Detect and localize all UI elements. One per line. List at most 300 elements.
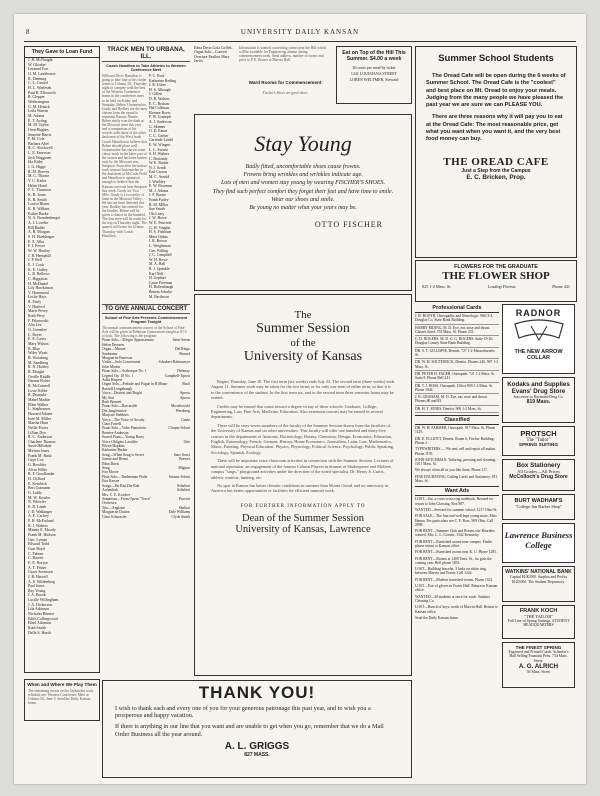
program-piece: Songs—Du Bist Die Ruh [102,483,140,488]
protsch-title: PROTSCH [520,429,557,438]
watkins-ad [502,566,575,602]
program-composer: Spross [180,395,190,400]
donor-name: J. R. McNaught [28,58,53,62]
donor-name: Ruth Smith [28,626,46,631]
donor-name: H. L. Warlesek [28,85,52,90]
summer-paragraph: There will be sixty-seven members of the faculty of the Summer Session drawn from the faculties of the University of Kansas and six other universities. This faculty will offer one hundred and thirty-five courses in the departments of Anatomy, Bacteriology, Botany, Chemistry, Design, Economics, Education, English, Entomology, French, German, History, Home Economics, Journalism, Latin, Law, Mathematics, Music, Painting, Physical Education, Physics, Physiology, Political Science, Psychology, Public Speaking, Sociology, Spanish, Zoology. [211,422,395,455]
donor-name: W. E. Barber [149,161,169,166]
program-composer: Campbell-Tipton [164,373,190,378]
want-ads-title: Want Ads [415,486,499,496]
donor-name: R. Dismuke [28,393,47,398]
donor-name: Esther Burke [28,211,49,216]
program-piece: Organ Solo—Prelude and Fugue in B Minor [102,382,168,387]
program-composer: Bach [182,382,190,387]
donor-name: J. A. Dickerson [28,602,52,607]
donor-name: E. R. Lamb [28,505,46,509]
donor-name: K. E. Gulley [28,267,48,272]
donor-name: J. D. Walkinger [28,509,53,514]
eat-line: 26 cents per meal by ticket [352,65,396,70]
program-composer: Sans Souci [173,452,190,457]
donor-name: M. Bertleson [149,294,169,299]
program-piece: Organ—Minuet [102,347,126,352]
program-piece: Helen Dearsen [102,342,124,347]
oread-cafe-ad [415,46,577,258]
track-names [149,74,190,302]
program-piece: Song [102,466,110,471]
donor-name: Edward Todd [28,542,49,547]
program-composer: Puccini [178,496,190,501]
donor-name: Bert Gutmann [28,486,51,491]
program-piece: Voice—Dearest and Bright [102,391,142,396]
donor-name: O. M. Lautthouse [28,71,56,76]
donor-name: Ione M. Miller [28,416,52,421]
evans-ad [502,377,575,423]
donor-name: D. R. Walters [149,96,170,101]
program-piece: Marguerite Emerson [102,355,133,360]
concert-title: TO GIVE ANNUAL CONCERT [102,304,190,314]
want-ad: FOR RENT—Summer Club and Rooms site Boarders wanted. Mrs. L. L. Gorsett, 1342 Kentucky. [415,529,495,538]
program-composer: Schubert [176,488,190,493]
cafe-name: THE OREAD CAFE [443,155,549,168]
donor-name: J. R. Hemphill [28,253,51,258]
donor-name: M. J. Adams [149,188,169,193]
mccolloch-ad [502,459,575,491]
watkins-sub: Capital $100,000. Surplus and Profits $120,000. The Student Depository. [509,575,568,584]
watkins-title: WATKINS' NATIONAL BANK [505,569,572,575]
summer-session-ad [194,294,412,676]
donor-name: M. A. Hall [149,262,166,267]
cafe-owner: E. C. Bricken, Prop. [466,173,526,181]
donor-name: R. McConnell [28,383,51,388]
donor-name: E. E. Norton [28,560,48,565]
program-piece: Etta Karsoe [102,479,120,484]
donor-name: P. M. Cole [28,137,45,142]
ward-title: Ward Rooms for Commencement [248,80,322,85]
alrich-ad [502,642,575,688]
wadham-name: BURT WADHAM'S [514,498,563,504]
stay-young-ad [194,114,412,291]
donor-name: R. Clepper [28,95,45,100]
program-composer: Gaule [181,417,190,422]
loan-fund-names [25,58,99,635]
program-composer: Clyde Smith [171,514,190,519]
want-ad: LOST—Sat. a cross-cross ring notebook. Reward for return to John Glossing, Box 807. [415,497,494,506]
program-piece: Jonnie and Benni [102,457,128,462]
professional-card: DR. W. H. SOUTHWICK, Dentist. Phones 246. 907 1-2 Mass. St. [415,359,499,371]
donor-name: Ola Leary [149,211,165,216]
cafe-sub: Just a Step from the Campus [461,167,531,174]
page-number: 8 [26,28,31,36]
griggs-address: 827 MASS. [244,751,270,758]
want-ad: Send the Daily Kansan home. [415,615,459,620]
track-column [102,46,190,678]
donor-name: Louise Blaser [28,202,50,207]
donor-name: Lillian Dye [28,430,46,435]
donor-name: R. C. Anderson [28,435,52,440]
program-piece: Piano Solo—Allegro Appassionato [102,338,154,343]
donor-name: Jack Waggoner [28,155,52,160]
donor-name: Della S. Hursh [28,630,52,635]
donor-name: Susie Hillsdale [28,444,52,449]
summer-further: FOR FURTHER INFORMATION APPLY TO [240,503,366,509]
program-composer: Moszkowski [171,404,190,409]
alrich-address: 94 Mass. Street [526,670,551,675]
donor-name: C. C. Gerber [149,133,169,138]
donor-name: R. M. Reeves [28,169,50,174]
organ-solo-text: Edna Davis Gola Coffelt. Organ Solo—Concert Overture Faulkes Mary Jarvis [194,46,233,64]
donor-name: Beneta Schultz [149,289,172,294]
middle-top-left [194,46,236,106]
donor-name: R. M. Miller [149,202,169,207]
donor-name: Martha Hunt [28,421,48,426]
donor-name: W. H. Rowe [149,257,168,262]
program-piece: Marjorie Stebbins [102,413,129,418]
donor-name: N. Wheeler [28,500,46,505]
donor-name: E. T. Acting [28,118,47,123]
donor-name: V. Harford [28,304,45,309]
program-composer: Shelton [178,505,190,510]
stay-young-line: Frowns bring wrinkles and wrinkles indicate age. [243,172,363,179]
program-piece: John Martin [102,364,120,369]
masthead-rule [24,41,576,42]
donor-name: Karl Nelt [149,271,164,276]
professional-card: HARRY RIDING, M. D. Eye, ear, nose and throat. Glasses fitted. 733 Mass. St. Phone 231. [415,325,499,337]
donor-name: Howard Adams [28,411,53,416]
donor-name: F. I. Power [28,244,45,249]
donor-name: Wiley Wyatt [28,351,48,356]
finest-title: THE FINEST SPRING [515,645,562,650]
program-piece: Adda Herpert [102,377,123,382]
newspaper-page [14,14,586,784]
donor-name: K. R. Wilkins [28,207,50,211]
summer-paragraph: No spot in Kansas has better climatic conditions in summer than Mount Oread, and no university in America has better opportunities or facilities for efficient summer work. [211,482,389,494]
donor-name: M. M. Taylor [28,123,49,128]
donor-name: E. C. Brokaw [149,101,170,106]
stay-young-title: Stay Young [254,131,352,156]
donor-name: S. H. Hoehlinger [28,234,55,239]
thank-you-ad [102,680,412,778]
donor-name: O. Greenlee [28,328,47,333]
concert-program [102,338,190,519]
donor-name: Grace Freeman [149,280,173,285]
donor-name: J. F. Boone [149,193,166,198]
donor-name: Frank M. Rush [28,453,52,458]
donor-name: L. L. Swartz [149,147,168,152]
want-ad: FOR RENT—Modern furnished rooms. Phone 1021. [415,577,494,582]
donor-name: A. S. Wildenberg [28,579,55,584]
donor-name: R. Ebright [28,369,45,374]
summer-body [211,379,395,494]
donor-name: Leonard Fort [28,67,49,72]
donor-name: Mabel Markle [28,397,51,402]
evans-title: Evans' Drug Store [511,388,566,395]
right-ads-column [502,304,575,776]
donor-name: I. R. Brown [149,239,167,244]
donor-name: W. E. Pencival [149,221,172,225]
program-piece: Piano Solo—Arabesque No. 1 [102,369,147,374]
classified-item: TYPEWRITERS — We rent, sell and repair all makes. Phone 1195. [415,447,496,456]
donor-name: Ellen Walker [28,402,49,407]
donor-name: B. J. Walters [28,523,48,528]
donor-name: N. J. Arndt [149,165,166,170]
program-composer: Schubert-Rahmoeyer [158,360,190,365]
program-piece: Piano Solo—Barcarolle [102,404,138,409]
summer-paragraph: Credits may be earned that count toward a degree in any of these schools: Graduate, College, Engineering, Law, Fine Arts, Medicine, Education. Also extension courses may be earned in several departments. [211,403,383,420]
program-piece: Aufenthalt [102,488,118,493]
donor-name: Helen Hand [28,183,47,188]
donor-name: Frank Farley [149,198,169,203]
donor-name: J. G. Higgs [28,165,46,170]
fischer-signature: OTTO FISCHER [314,220,383,230]
donor-name: E. W. Bowman [149,184,172,189]
collar-illustration [509,318,569,344]
donor-name: M. Adams [28,113,45,118]
donor-name: M. C. Thorne [28,174,50,179]
professional-card: C. D. ROGERS, M. D. G. G. ROGERS. Suite 19-20, Douglas County State Bank Building. [415,336,499,348]
donor-name: A. E. Carlsey [28,514,49,519]
summer-dean2: University of Kansas, Lawrence [235,523,371,535]
donor-name: Edith Collingwood [28,616,58,621]
program-composer: Dale Williams [168,510,190,515]
program-composer: Saint-Saens [172,338,190,343]
donor-name: F. C. Thomson [28,188,51,193]
donor-name: M. W. Kessler [28,495,51,500]
donor-name: B. F. Goodlander [28,472,55,477]
program-piece: Russell Longabaugh [102,386,133,391]
donor-name: F. W. Graneph [149,115,171,120]
where-title: When and Where We Play Them [27,682,97,687]
summer-paragraph: There will be important extra-classroom activities in connection with the Summer Session. Lectures of national reputation, an engagement of the famous Coburn Players in dramas of Shakespeare and Moliere, campus "sings," playground activities under the direction of the noted specialist, Dr. Henry S. Curtis, athletic contests, hunting, etc. [211,458,394,480]
koch-line: Full Line of Spring Suitings. STUDENT HEADQUARTERS [507,619,570,628]
donor-name: W. Gloaker [28,62,46,67]
business-college-name: Lawrence Business College [504,530,573,550]
donor-name: L. E. Emerson [28,151,51,156]
donor-name: Gaye Cox [28,458,44,463]
classified-item: FINE ENGRAVING, Calling Cards and Stationery. 811 Mass. St. [415,474,498,484]
donor-name: Paul B. Ellsworth [28,90,56,95]
donor-name: E. W. Wingert [149,142,171,147]
donor-name: Grace Sorensen [28,570,53,575]
donor-name: Earl Carson [149,170,168,175]
donor-name: Ruth Perry [28,314,45,319]
concert-intro: The annual commencement concert of the School of Fine Arts will be given in Robinson Gymnasium tonight at 8:15 o'clock. The following is the program: [102,326,187,339]
donor-name: V. Hammond [28,290,49,295]
wadham-ad [502,494,575,520]
donor-name: G. Liddy [28,491,43,496]
donor-name: Sue Smith [149,207,165,212]
koch-sub: "THE TAILOR" [524,614,553,619]
cafe-paragraph: The Oread Cafe will be open during the 6 weeks of Summer School. The Oread Cafe is the "coolest" and best place on Mt. Oread to enjoy your meals. Judging from the many people we have pleased the past year we are sure we can PLEASE YOU. [426,73,566,109]
program-composer: Strauss-Schutt [168,474,190,479]
program-piece: Ivia Moore [102,470,119,475]
classified-item: DR. E. ELLIOTT, Dentist. Room 6, Fischer Building. Phone 2. [415,436,495,445]
donor-name: R. N. Hartley [28,365,49,370]
summer-univ: University of Kansas [243,349,363,364]
donor-name: A. J. Anderson [149,119,172,124]
where-text: The remaining events on the Jayhawker track schedule are: Western Conference Meet at Urbana, Ill., June 5. Send the Daily Kansan home. [28,689,94,706]
track-body: William Oliver Hamilton is going to take four of his cinder artists to Urbana, Ill., Thursday night to compete with the best of the Western Conference teams in the conference meet to be held on Friday and Saturday. Bebee, Grutzmacher, Grady and Rodkey are the men chosen from the squad to represent Kansas. Bernie Bebee easily won the dash at the Missouri meet this year and a comparison of his records with those of the other dash men of the West leads Coach Hamilton to believe that Bebee should place well. Grutzmacher has shown some classy work in the latter part of the season and has been beaten only by the Missouri star, Simpson. Soon after the indoor track season Grutzmacher in the dual meet at McCook Field and Hamilton is optimistic enough to believe that the Kansan can even beat Simpson this week. Grady for Two Mile. Grady is a two miler of fame in the Missouri Valley. He has not been defeated this year. Rodkey has entered for the hurdles. Bebee will be given a chance in the hundred. The four men will be ready for the trip on Thursday night. The quartet will leave for Urbana Thursday with Coach Hamilton. [102,74,147,238]
donor-name: K. Denning [28,76,47,81]
professional-card: J. R. BOOTH, Osteopathic and Neurologic. Bell 3-4, Douglas Co. State Bank Building. [415,313,499,325]
donor-name: J. W. Howe [149,216,167,221]
summer-title: Summer Session [256,321,350,336]
program-piece: Voice Obligato Lavallee [102,439,138,444]
donor-name: Alvin Hiller [28,467,47,472]
donor-name: M. Sandberg [28,360,49,365]
finest-sub: Engraved and Printed Cards. Schaefer's Hall Selling Fountain Pens. 734 Mass. Street. [508,650,569,663]
program-piece: Violin—Solo Concertante [102,360,141,365]
protsch-sub: The "Tailor" [526,438,551,443]
flowers-phone: Phone 441 [552,284,570,289]
classified-title: Classified [415,415,499,425]
donor-name: J. A. Brook [28,593,46,598]
donor-name: Lila Atkinson [28,607,50,612]
donor-name: H. Gephart [149,276,166,281]
donor-name: C. Higgason [28,276,48,281]
donor-name: Barbara Abel [28,141,49,146]
donor-name: L. Royer [28,332,42,337]
evans-sub: Successor to Raymond Drug Co. [513,395,564,399]
eat-title: Eat on Top of the Hill This Summer. $4.00 a week [342,50,406,62]
donor-name: B. Blue [28,346,40,351]
professional-card: DR. H. T. JONES, Dentist. 900 1-2 Mass. St. [415,406,499,413]
summer-dean: Dean of the Summer Session [242,512,364,524]
stay-young-line: Wear our shoes and smile. [271,196,335,203]
program-piece: Voice—The Voice of Arcady [102,417,145,422]
donor-name: O. D. Eaton [149,129,168,134]
donor-name: J. C. Campbell [149,253,172,258]
donor-name: H. S. Fishburn [149,230,172,235]
professional-card: J. R. GRAHAM, M. D. Eye, ear, nose and throat. Phones 80 and 83. [415,394,499,406]
donor-name: Mina Ojibas [149,234,168,239]
flowers-leading: Leading Florists [487,284,516,289]
program-piece: Piano Solo—Valse Pianoforte [102,426,147,431]
summer-the: The [294,309,312,321]
program-piece: Legend Op. 10 No. 1 [102,373,134,378]
donor-name: A. T. Fisher [28,565,47,570]
donor-name: H. S. Albaugh [149,87,171,92]
track-title: TRACK MEN TO URBANA, ILL. [102,46,190,62]
flowers-title: FLOWERS FOR THE GRADUATE [454,264,538,270]
college-inn: "College Inn Barber Shop" [514,504,563,509]
donor-name: C. Palmer [28,551,44,556]
donor-name: K. R. Smith [28,197,47,202]
donor-name: Frank M. Hodson [28,532,56,537]
radnor-title: RADNOR [515,308,562,318]
thank-you-body1: I wish to thank each and every one of you for your generous patronage this past year, and to wish you a prosperous and happy vacation. [115,705,371,720]
program-composer: Mignon [178,466,190,471]
donor-name: Orville Riddle [28,374,51,379]
donor-name: Eleanor Byers [149,110,171,115]
professional-card: DR. PETER H. FAGER, Osteopath. 721 1-2 Mass. St. Suite 8. Phone Bell 241. [415,371,499,383]
donor-name: Nellie Porter [28,425,48,430]
summer-of: of the [290,337,316,349]
donor-name: Lowe Keller [28,388,48,393]
donor-name: Marie Pevey [28,309,48,314]
donor-name: R. C. Stockwell [28,146,53,151]
program-composer: Schubert [176,483,190,488]
program-composer: Brewer [179,457,190,462]
donor-name: R. Pusly [28,300,42,305]
track-subtitle: Coach Hamilton to Take Athletes to Western Conference Meet [106,64,186,72]
want-ad: LOST—Building bracelet, 3 links on white ring, between Marvin and Fraser. Call 1224. [415,567,487,576]
classified-item: JOHN KETCHMAN, Tailoring, pressing and cleaning. 1011 Mass. St. [415,457,497,467]
donor-name: Nicholas Bitener [28,612,55,617]
program-piece: Clara Fowell [102,422,122,426]
donor-name: H. McDaniel [28,281,49,286]
program-piece: Song—When Song is Sweet [102,452,144,457]
program-composer: Chopin-Schutt [168,426,190,431]
donor-name: Ethel Atkinson [28,621,52,626]
want-ad: FOR RENT—Furnished rooms near K. U. Phone 1285. [415,550,497,555]
donor-name: H. Hollenbaugh [149,285,174,290]
program-composer: Wernberg [175,408,190,413]
mccolloch-name: McColloch's Drug Store [509,474,568,480]
donor-name: Alta Lee [28,323,42,328]
donor-name: Wetherington [28,99,50,104]
donor-name: Katherine Reding [149,78,176,83]
evans-address: 819 Mass. [526,399,551,405]
donor-name: Mary Wilson [28,342,49,347]
donor-name: V. C. Kisler [28,179,47,184]
donor-name: E. E. Alba [28,239,44,244]
want-ad: FOR SALE—The fine and well kept young mare, Miss Hanna. For particulars see C. F. Ross, 909 Ohio. Call 2099. [415,514,497,527]
business-college-ad [502,523,575,563]
donor-name: Gust Boyd [28,546,45,551]
donor-name: S. H. Walters [149,152,170,157]
donor-name: Oren Hughes [28,127,49,132]
classified-item: DR. W. H. FARMER, Osteopath. 917 Mass. St. Phone 1129. [415,426,496,435]
donor-name: Leila Warren [28,109,49,114]
professional-card: DR. T. J. BOSS, Osteopath. Office 809 1-2 Mass. St. Phone 1044. [415,383,499,395]
donor-name: N. A. Brandenberger [28,216,61,221]
program-composer: Spross [180,391,190,396]
flower-shop-ad [415,260,577,302]
donor-name: D. Clifford [28,477,46,482]
program-item [102,515,190,519]
program-piece: Edna Davis [102,461,120,466]
donor-name: G. Skinner [149,124,166,129]
stay-young-line: They find such perfect comfort they forget their feet and have time to smile. [212,188,394,195]
summer-paragraph: Begins Thursday, June 10. The first term (six weeks) ends July 22. The second term (three weeks) ends August 11. Summer work may be taken for the two terms or for only one term of either term, so that it is to the convenience of the student. In the first term six, and in the second term three semester hours may be earned. [211,379,395,401]
program-piece: Clara Schuessler [102,514,127,519]
donor-name: Minnie E. Moody [28,528,56,533]
stay-young-line: Lots of men and women stay young by wearing FISCHER'S SHOES. [220,180,386,187]
donor-name: A. R. Morgan [28,230,50,235]
donor-name: E. E. Casey [28,337,47,342]
program-piece: Katharine Barber [102,448,128,453]
koch-name: FRANK KOCH [519,608,558,614]
program-piece: Sunbeams [102,351,118,356]
donor-name: Ida Kirby [28,160,44,165]
radnor-sub: THE NEW ARROW COLLAR [514,349,563,362]
want-ad-items [415,496,499,621]
donor-name: Lily Hawkinson [28,286,54,291]
donor-name: M. C. Arnold [149,175,170,180]
donor-name: C. Bottomly [149,156,168,161]
want-ad: WANTED—20 students at once for work. Sanitary Cleaning Co. [415,594,491,603]
want-ad: FOR RENT—Rooms at 1400 Tenn. St., for girls the coming year. Bell phone 1853. [415,556,492,565]
donor-name: Ray Young [28,588,46,593]
donor-name: L. Weightman [149,243,171,248]
spring-suiting: SPRING SUITING [518,443,559,448]
eat-lines [337,65,411,83]
eat-line: 1241 LOUISIANA STREET [350,71,398,76]
box-stationery: Box Stationery [516,462,561,469]
donor-name: Geo. Palling [149,248,168,253]
donor-name: L. R. Bellows [28,272,50,277]
program-composer: Renard [179,351,190,356]
